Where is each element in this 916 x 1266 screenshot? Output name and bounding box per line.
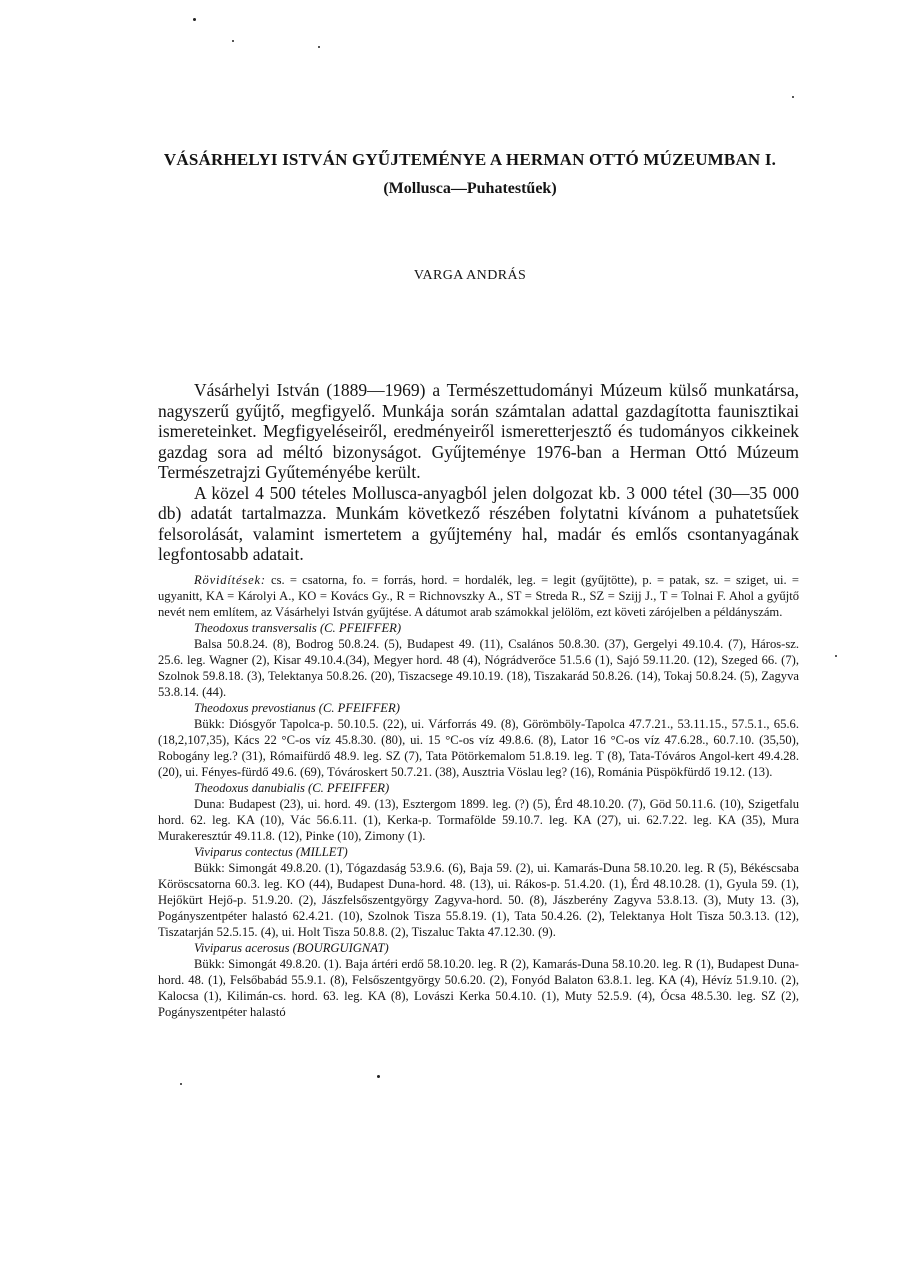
scan-speck	[318, 46, 320, 48]
species-records: Duna: Budapest (23), ui. hord. 49. (13), Esztergom 1899. leg. (?) (5), Érd 48.10.20. (7), Göd 50.11.6. (10), Szigetfalu hord. 62. leg. KA (10), Vác 56.6.11. (1), Kerka-p. Tormafölde 59.10.7. leg. KA (27), ui. 62.7.22. leg. KA (35), Mura Murakeresztúr 49.11.8. (12), Pinke (10), Zimony (1).	[158, 797, 799, 843]
species-entry	[158, 940, 799, 1020]
species-records: Balsa 50.8.24. (8), Bodrog 50.8.24. (5), Budapest 49. (11), Csalános 50.8.30. (37), Gergelyi 49.10.4. (7), Háros-sz. 25.6. leg. Wagner (2), Kisar 49.10.4.(34), Megyer hord. 48 (4), Nógrádverőce 51.5.6 (1), Sajó 59.11.20. (12), Szeged 66. (7), Szolnok 59.8.18. (3), Telektanya 50.8.26. (20), Tiszacsege 49.10.19. (18), Tiszakarád 50.8.26. (14), Tokaj 50.8.24. (5), Zagyva 53.8.14. (44).	[158, 637, 799, 699]
abbreviations-text: cs. = csatorna, fo. = forrás, hord. = hordalék, leg. = legit (gyűjtötte), p. = patak, sz. = sziget, ui. = ugyanitt, KA = Károlyi A., KO = Kovács Gy., R = Richnovszky A., ST = Streda R., SZ = Szijj J., T = Tolnai F. Ahol a gyűjtő nevét nem említem, az Vásárhelyi István gyűjtése. A dátumot arab számokkal jelölöm, ezt követi zárójelben a példányszám.	[158, 573, 799, 619]
abbreviations-paragraph	[158, 572, 799, 620]
intro-paragraph: Vásárhelyi István (1889—1969) a Természettudományi Múzeum külső munkatársa, nagyszerű gyűjtő, megfigyelő. Munkája során számtalan adattal gazdagította faunisztikai ismereteinket. Megfigyeléseiről, eredményeiről ismeretterjesztő és tudományos cikkeinek gazdag sora ad méltó bizonyságot. Gyűjteménye 1976-ban a Herman Ottó Múzeum Természetrajzi Gyűteményébe került.	[158, 380, 799, 482]
scan-speck	[193, 18, 196, 21]
species-name: Viviparus acerosus (BOURGUIGNAT)	[194, 941, 389, 955]
article-subtitle: (Mollusca—Puhatestűek)	[383, 180, 557, 197]
scan-speck	[835, 655, 837, 657]
species-name: Theodoxus transversalis (C. PFEIFFER)	[194, 621, 402, 635]
species-list-section	[158, 572, 799, 1020]
abbreviations-lead: Rövidítések:	[194, 573, 266, 587]
species-entry	[158, 780, 799, 844]
species-records: Bükk: Simongát 49.8.20. (1). Baja ártéri erdő 58.10.20. leg. R (2), Kamarás-Duna 58.10.20. leg. R (1), Budapest Duna-hord. 48. (1), Felsőbabád 55.9.1. (8), Felsőszentgyörgy 50.6.20. (2), Fonyód Balaton 63.8.1. leg. KA (4), Hévíz 51.9.10. (2), Kalocsa (1), Kilimán-cs. hord. 63. leg. KA (8), Lovászi Kerka 50.4.10. (1), Muty 52.5.9. (4), Ócsa 48.5.30. leg. SZ (2), Pogányszentpéter halastó	[158, 957, 799, 1019]
intro-section	[158, 380, 799, 565]
scan-speck	[180, 1083, 182, 1085]
scan-speck	[792, 96, 794, 98]
article-title: VÁSÁRHELYI ISTVÁN GYŰJTEMÉNYE A HERMAN OTTÓ MÚZEUMBAN I.	[163, 150, 777, 169]
species-records: Bükk: Simongát 49.8.20. (1), Tógazdaság 53.9.6. (6), Baja 59. (2), ui. Kamarás-Duna 58.10.20. leg. R (5), Békéscsaba Köröscsatorna 60.3. leg. KO (44), Budapest Duna-hord. 48. (13), ui. Rákos-p. 51.4.20. (1), Érd 48.10.28. (1), Gyula 59. (1), Hejőkürt Hejő-p. 51.9.20. (2), Jászfelsőszentgyörgy Zagyva-hord. 50. (8), Jászberény Zagyva 53.8.13. (3), Muty 13. (3), Pogányszentpéter halastó 62.4.21. (10), Szolnok Tisza 55.8.19. (1), Tata 50.4.26. (2), Telektanya Holt Tisza 50.3.13. (12), Tiszatarján 52.5.15. (4), ui. Holt Tisza 50.8.8. (2), Tiszaluc Takta 47.12.30. (9).	[158, 861, 799, 939]
scan-speck	[232, 40, 234, 42]
species-entry	[158, 844, 799, 940]
species-name: Theodoxus prevostianus (C. PFEIFFER)	[194, 701, 400, 715]
species-name: Theodoxus danubialis (C. PFEIFFER)	[194, 781, 390, 795]
species-entry	[158, 700, 799, 780]
author-name: VARGA ANDRÁS	[413, 268, 527, 283]
species-records: Bükk: Diósgyőr Tapolca-p. 50.10.5. (22), ui. Várforrás 49. (8), Görömbölу-Tapolca 47.7.21., 53.11.15., 57.5.1., 65.6. (18,2,107,35), Kács 22 °C-os víz 45.8.30. (80), ui. 15 °C-os víz 49.8.6. (8), Lator 16 °C-os víz 47.6.28., 60.7.10. (35,50), Robogány leg.? (31), Rómaifürdő 48.9. leg. SZ (7), Tata Pötörkemalom 51.8.19. leg. T (8), Tata-Tóváros Angol-kert 49.4.28. (20), ui. Fényes-fürdő 49.6. (69), Tóvároskert 50.7.21. (38), Ausztria Vöslau leg? (16), Románia Püspökfürdő 19.12. (13).	[158, 717, 799, 779]
title-block	[150, 150, 790, 198]
species-name: Viviparus contectus (MILLET)	[194, 845, 348, 859]
intro-paragraph: A közel 4 500 tételes Mollusca-anyagból jelen dolgozat kb. 3 000 tétel (30—35 000 db) adatát tartalmazza. Munkám következő részében folytatni kívánom a puhatetsűek felsorolását, valamint ismertetem a gyűjtemény hal, madár és emlős csontanyagának legfontosabb adatait.	[158, 482, 799, 564]
species-entry	[158, 620, 799, 700]
scan-speck	[377, 1075, 380, 1078]
